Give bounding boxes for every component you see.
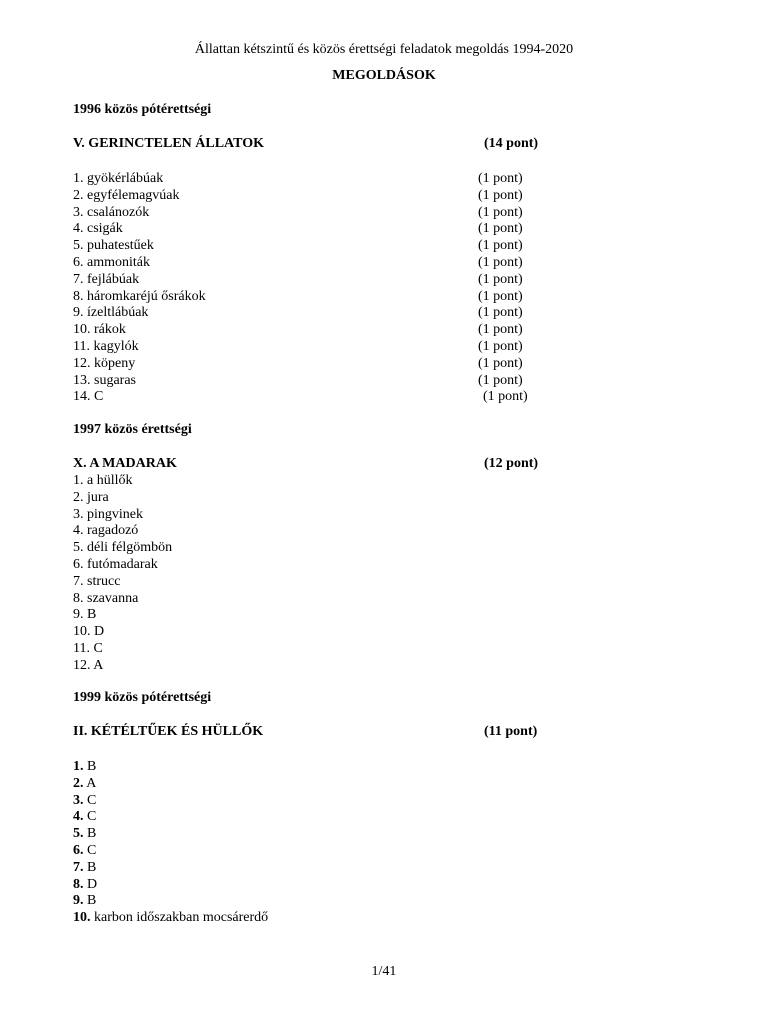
list-item: 6. futómadarak — [73, 556, 158, 572]
answer-text: B — [87, 759, 97, 774]
answer-number: 8. — [73, 876, 84, 892]
section-year-label: 1997 közös érettségi — [73, 422, 192, 437]
answer-points: (1 pont) — [478, 221, 523, 237]
section-year-label: 1999 közös pótérettségi — [73, 690, 212, 705]
list-item — [73, 793, 713, 810]
answer-points: (1 pont) — [478, 288, 523, 304]
list-item — [73, 877, 713, 894]
answer-points: (1 pont) — [478, 355, 523, 371]
list-item — [73, 272, 713, 289]
list-item: 10. D — [73, 624, 105, 640]
document-title: MEGOLDÁSOK — [332, 68, 436, 83]
answer-text: B — [87, 893, 97, 909]
answer-text: 8. háromkaréjú ősrákok — [73, 288, 206, 304]
section-heading — [73, 136, 713, 153]
section-heading-text: II. KÉTÉLTŰEK ÉS HÜLLŐK — [73, 724, 264, 739]
list-item — [73, 356, 713, 373]
section-1997-heading — [73, 456, 713, 473]
answer-points: (1 pont) — [478, 171, 523, 186]
answer-points: (1 pont) — [478, 271, 523, 287]
section-year-label: 1996 közös pótérettségi — [73, 102, 212, 117]
answer-text: B — [87, 826, 97, 842]
answer-points: (1 pont) — [478, 204, 523, 220]
answer-points: (1 pont) — [478, 187, 523, 203]
answer-text: 3. csalánozók — [73, 204, 150, 220]
section-1997 — [73, 422, 713, 439]
list-item — [73, 205, 713, 222]
answer-number: 1. — [73, 759, 84, 774]
section-1996 — [73, 102, 713, 119]
section-points: (12 pont) — [484, 456, 539, 471]
list-item: 2. jura — [73, 489, 109, 505]
answer-number: 3. — [73, 792, 84, 808]
list-item — [73, 373, 713, 390]
answer-points: (1 pont) — [478, 254, 523, 270]
answer-text: C — [87, 842, 97, 858]
page-number: 1/41 — [371, 964, 397, 979]
answer-text: 6. ammoniták — [73, 254, 150, 270]
list-item — [73, 910, 713, 927]
answer-number: 9. — [73, 893, 84, 909]
list-item — [73, 826, 713, 843]
answer-list-1999 — [73, 759, 713, 927]
answer-list-1997 — [73, 473, 713, 675]
section-1999 — [73, 690, 713, 707]
list-item — [73, 188, 713, 205]
list-item — [73, 221, 713, 238]
answer-text: B — [87, 859, 97, 875]
section-points: (14 pont) — [484, 136, 539, 151]
list-item — [73, 322, 713, 339]
answer-text: D — [87, 876, 98, 892]
document-header: Állattan kétszintű és közös érettségi feladatok megoldás 1994-2020 — [194, 42, 574, 57]
answer-text: 7. fejlábúak — [73, 271, 140, 287]
list-item — [73, 339, 713, 356]
answer-points: (1 pont) — [478, 338, 523, 354]
list-item — [73, 759, 713, 776]
answer-text: karbon időszakban mocsárerdő — [94, 910, 269, 926]
list-item — [73, 893, 713, 910]
answer-text: 10. rákok — [73, 322, 126, 338]
section-1996-heading — [73, 136, 713, 153]
list-item: 12. A — [73, 657, 104, 673]
list-item — [73, 776, 713, 793]
answer-points: (1 pont) — [478, 305, 523, 321]
list-item — [73, 860, 713, 877]
answer-text: 11. kagylók — [73, 338, 139, 354]
answer-text: 1. gyökérlábúak — [73, 171, 164, 186]
list-item: 4. ragadozó — [73, 523, 139, 539]
answer-number: 7. — [73, 859, 84, 875]
section-heading-text: V. GERINCTELEN ÁLLATOK — [73, 136, 264, 151]
list-item: 5. déli félgömbön — [73, 540, 173, 556]
answer-number: 2. — [73, 775, 84, 791]
list-item — [73, 238, 713, 255]
answer-text: C — [87, 792, 97, 808]
list-item: 8. szavanna — [73, 590, 139, 606]
list-item — [73, 389, 713, 406]
list-item — [73, 809, 713, 826]
list-item — [73, 843, 713, 860]
list-item — [73, 305, 713, 322]
list-item: 9. B — [73, 607, 97, 623]
list-item — [73, 255, 713, 272]
list-item — [73, 289, 713, 306]
answer-text: 5. puhatestűek — [73, 238, 154, 254]
section-heading-text: X. A MADARAK — [73, 456, 177, 471]
section-1999-heading — [73, 724, 713, 741]
answer-text: 13. sugaras — [73, 372, 136, 388]
list-item: 7. strucc — [73, 573, 121, 589]
list-item: 1. a hüllők — [73, 473, 133, 488]
answer-number: 5. — [73, 826, 84, 842]
answer-points: (1 pont) — [478, 322, 523, 338]
answer-text: 9. ízeltlábúak — [73, 305, 149, 321]
answer-points: (1 pont) — [478, 238, 523, 254]
answer-number: 6. — [73, 842, 84, 858]
answer-points: (1 pont) — [483, 389, 528, 405]
answer-text: 4. csigák — [73, 221, 123, 237]
answer-text: 12. köpeny — [73, 355, 136, 371]
answer-text: 14. C — [73, 389, 104, 405]
answer-points: (1 pont) — [478, 372, 523, 388]
section-heading — [73, 456, 713, 473]
list-item: 3. pingvinek — [73, 506, 143, 522]
section-points: (11 pont) — [484, 724, 538, 739]
list-item: 11. C — [73, 640, 103, 656]
section-heading — [73, 724, 713, 741]
answer-text: C — [87, 809, 97, 825]
answer-number: 4. — [73, 809, 84, 825]
answer-list-1996 — [73, 171, 713, 406]
list-item — [73, 171, 713, 188]
answer-text: A — [86, 775, 97, 791]
answer-number: 10. — [73, 910, 91, 926]
answer-text: 2. egyfélemagvúak — [73, 187, 180, 203]
